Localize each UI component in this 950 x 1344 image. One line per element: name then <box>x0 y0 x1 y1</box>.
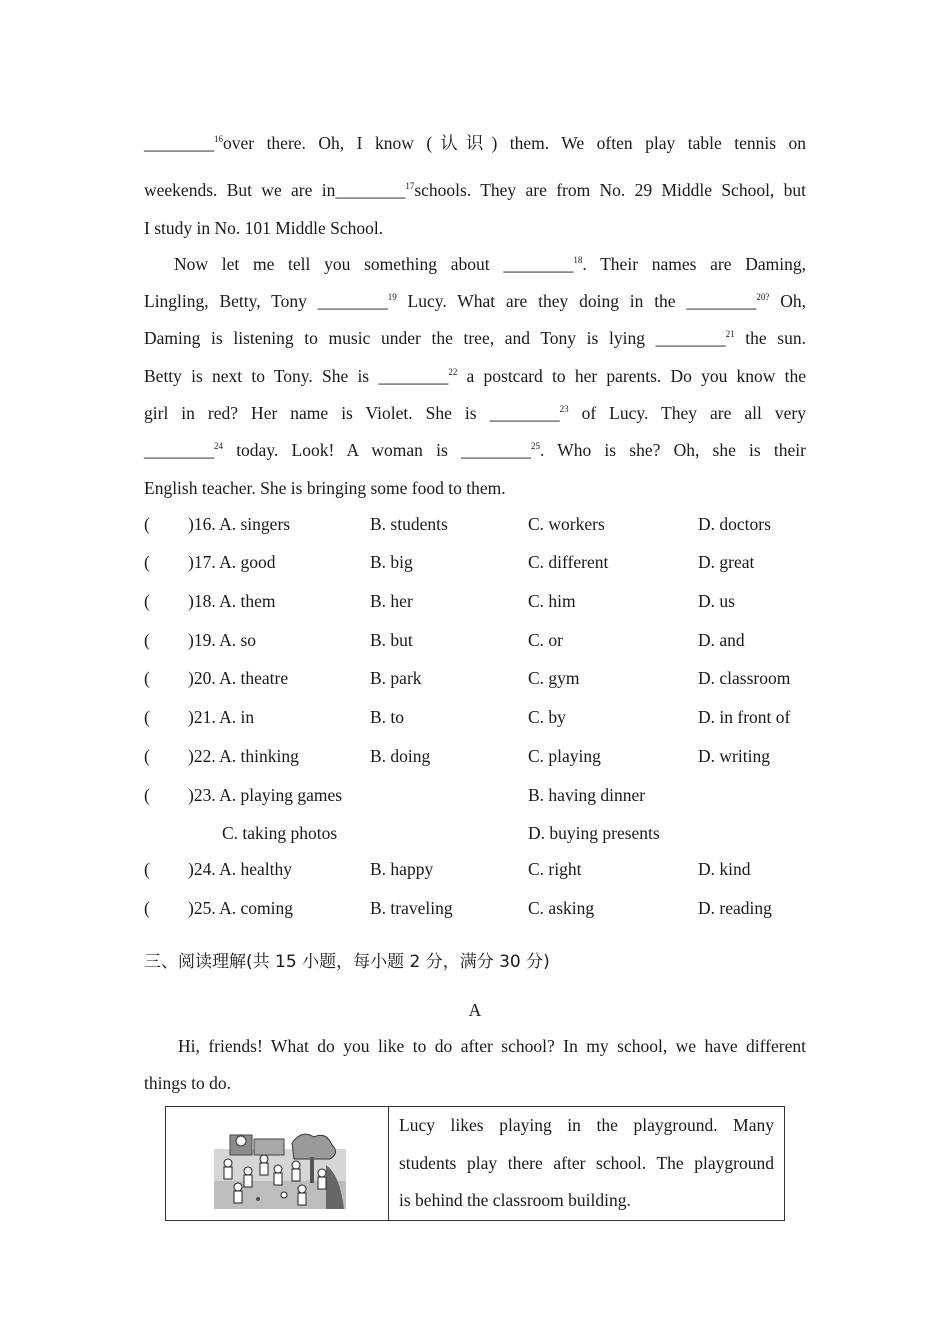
option-a: )25. A. coming <box>188 898 293 918</box>
option-a: )17. A. good <box>188 552 276 572</box>
option-a: )22. A. thinking <box>188 746 299 766</box>
answer-paren[interactable]: ( <box>144 707 150 727</box>
passage-line-9: ________$^{24}$ today. Look! A woman is ________$^{25}$. Who is she? Oh, she is their <box>144 440 806 460</box>
option-a: )19. A. so <box>188 630 257 650</box>
description-line-1: Lucy likes playing in the playground. Many <box>399 1115 774 1135</box>
option-b: B. big <box>370 552 413 572</box>
option-b: B. but <box>370 630 413 650</box>
option-d: D. doctors <box>698 514 771 534</box>
passage-line-6: Daming is listening to music under the tree, and Tony is lying ________$^{21}$ the sun. <box>144 328 806 348</box>
option-d: D. and <box>698 630 745 650</box>
option-c: C. workers <box>528 514 605 534</box>
answer-paren[interactable]: ( <box>144 668 150 688</box>
answer-paren[interactable]: ( <box>144 591 150 611</box>
option-a: )16. A. singers <box>188 514 291 534</box>
playground-image-cell <box>166 1107 389 1221</box>
option-a: )24. A. healthy <box>188 859 293 879</box>
option-a: )21. A. in <box>188 707 255 727</box>
option-c: C. right <box>528 859 582 879</box>
table-row <box>166 1107 785 1221</box>
option-a: )23. A. playing games <box>188 785 343 805</box>
option-b: B. having dinner <box>528 785 646 805</box>
option-d: D. buying presents <box>528 823 660 843</box>
option-c: C. or <box>528 630 563 650</box>
option-b: B. traveling <box>370 898 453 918</box>
option-c: C. different <box>528 552 609 572</box>
playground-illustration <box>214 1129 346 1209</box>
option-c: C. by <box>528 707 566 727</box>
option-c: C. taking photos <box>222 823 338 843</box>
option-b: B. doing <box>370 746 431 766</box>
passage-line-7: Betty is next to Tony. She is ________$^{22}$ a postcard to her parents. Do you know the <box>144 366 806 386</box>
option-d: D. writing <box>698 746 770 766</box>
option-c: C. playing <box>528 746 601 766</box>
option-d: D. classroom <box>698 668 791 688</box>
option-d: D. great <box>698 552 755 572</box>
passage-line-4: Now let me tell you something about ________$^{18}$. Their names are Daming, <box>174 254 807 274</box>
description-line-3: is behind the classroom building. <box>399 1190 631 1210</box>
option-b: B. to <box>370 707 405 727</box>
option-b: B. her <box>370 591 413 611</box>
activity-table <box>165 1106 785 1221</box>
option-a: )20. A. theatre <box>188 668 289 688</box>
answer-paren[interactable]: ( <box>144 859 150 879</box>
passage-line-8: girl in red? Her name is Violet. She is ________$^{23}$ of Lucy. They are all very <box>144 403 806 423</box>
part-label: A <box>468 1000 482 1020</box>
option-b: B. students <box>370 514 448 534</box>
answer-paren[interactable]: ( <box>144 630 150 650</box>
passage-line-5: Lingling, Betty, Tony ________$^{19}$ Lucy. What are they doing in the ________$^{20?}$ Oh, <box>144 291 806 311</box>
option-b: B. park <box>370 668 422 688</box>
passage-line-10: English teacher. She is bringing some food to them. <box>144 478 506 498</box>
option-c: C. gym <box>528 668 580 688</box>
passage-line-3: I study in No. 101 Middle School. <box>144 218 384 238</box>
option-b: B. happy <box>370 859 434 879</box>
answer-paren[interactable]: ( <box>144 746 150 766</box>
intro-line-2: things to do. <box>144 1073 232 1093</box>
option-d: D. kind <box>698 859 751 879</box>
activity-description <box>389 1107 785 1221</box>
answer-paren[interactable]: ( <box>144 785 150 805</box>
answer-paren[interactable]: ( <box>144 898 150 918</box>
option-c: C. him <box>528 591 576 611</box>
option-d: D. us <box>698 591 735 611</box>
answer-paren[interactable]: ( <box>144 552 150 572</box>
option-d: D. in front of <box>698 707 791 727</box>
option-c: C. asking <box>528 898 595 918</box>
passage-line-2: weekends. But we are in________$^{17}$schools. They are from No. 29 Middle School, but <box>144 180 806 200</box>
option-a: )18. A. them <box>188 591 276 611</box>
intro-line-1: Hi, friends! What do you like to do after school? In my school, we have different <box>178 1036 806 1056</box>
section-heading: 三、阅读理解(共 15 小题，每小题 2 分，满分 30 分) <box>144 952 550 972</box>
answer-paren[interactable]: ( <box>144 514 150 534</box>
description-line-2: students play there after school. The playground <box>399 1152 774 1173</box>
option-d: D. reading <box>698 898 772 918</box>
passage-line-1: ________$^{16}$over there. Oh, I know (认识) them. We often play table tennis on <box>144 133 806 153</box>
